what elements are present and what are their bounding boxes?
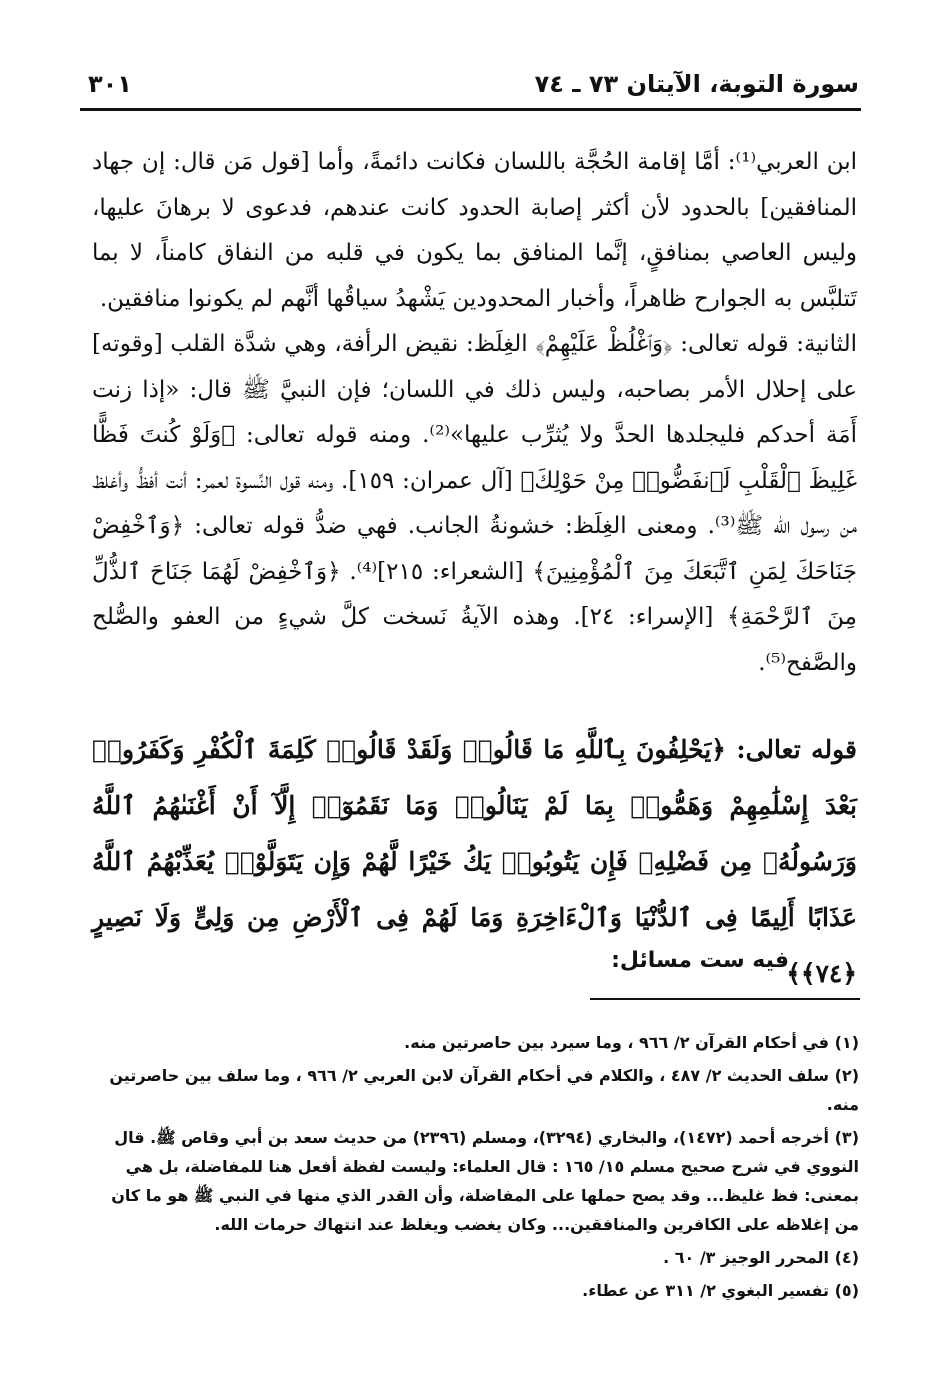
page-header — [88, 64, 859, 104]
paragraph-2: الثانية: قوله تعالى: ﴿وَٱغْلُظْ عَلَيْهِمْ﴾ الغِلَظ: نقيض الرأفة، وهي شدَّة القلب [وقوته] على إحلال الأمر بصاحبه، وليس ذلك في اللسان؛ فإن النبيَّ ﷺ قال: «إذا زنت أَمَة أحدكم فليجلدها الحدَّ ولا يُثرِّب عليها»⁽²⁾. ومنه قوله تعالى: ﴿وَلَوْ كُنتَ فَظًّا غَلِيظَ ٱلْقَلْبِ لَٱنفَضُّوا۟ مِنْ حَوْلِكَ﴾ [آل عمران: ١٥٩]. ومنه قول النِّسوة لعمر: أنت أفظُّ وأغلظ من رسول الله ﷺ⁽³⁾. ومعنى الغِلَظ: خشونةُ الجانب. فهي ضدُّ قوله تعالى: ﴿وَٱخْفِضْ جَنَاحَكَ لِمَنِ ٱتَّبَعَكَ مِنَ ٱلْمُؤْمِنِينَ﴾ [الشعراء: ٢١٥]⁽⁴⁾. ﴿وَٱخْفِضْ لَهُمَا جَنَاحَ ٱلذُّلِّ مِنَ ٱلرَّحْمَةِ﴾ [الإسراء: ٢٤]. وهذه الآيةُ نَسخت كلَّ شيءٍ من العفو والصُّلح والصَّفح⁽⁵⁾. — [92, 331, 858, 676]
paragraph-1: ابن العربي⁽¹⁾: أمَّا إقامة الحُجَّة باللسان فكانت دائمةً، وأما [قول مَن قال: إن جهاد المنافقين] بالحدود لأن أكثر إصابة الحدود كانت عندهم، فدعوى لا برهانَ عليها، وليس العاصي بمنافقٍ، إنَّما المنافق بما يكون في قلبه من النفاق كامناً، لا بما تَتلبَّس به الجوارح ظاهراً، وأخبار المحدودين يَشْهدُ سياقُها أنَّهم لم يكونوا منافقين. — [92, 149, 858, 312]
footnote-2: (٢) سلف الحديث ٢/ ٤٨٧ ، والكلام في أحكام القرآن لابن العربي ٢/ ٩٦٦ ، وما سلف بين حاصرتين منه. — [109, 1066, 859, 1114]
footnotes — [84, 1028, 859, 1309]
footnote-separator — [590, 998, 860, 1000]
verse-text: ﴿يَحْلِفُونَ بِٱللَّهِ مَا قَالُوا۟ وَلَقَدْ قَالُوا۟ كَلِمَةَ ٱلْكُفْرِ وَكَفَرُوا۟ بَعْدَ إِسْلَٰمِهِمْ وَهَمُّوا۟ بِمَا لَمْ يَنَالُوا۟ وَمَا نَقَمُوٓا۟ إِلَّآ أَنْ أَغْنَىٰهُمُ ٱللَّهُ وَرَسُولُهُۥ مِن فَضْلِهِۦ فَإِن يَتُوبُوا۟ يَكُ خَيْرًا لَّهُمْ وَإِن يَتَوَلَّوْا۟ يُعَذِّبْهُمُ ٱللَّهُ عَذَابًا أَلِيمًا فِى ٱلدُّنْيَا وَٱلْءَاخِرَةِ وَمَا لَهُمْ فِى ٱلْأَرْضِ مِن وَلِىٍّ وَلَا نَصِيرٍ ﴿٧٤﴾﴾ — [92, 735, 857, 988]
section-heading: فيه ست مسائل: — [611, 948, 789, 973]
commentary-text — [92, 140, 857, 686]
footnote-3: (٣) أخرجه أحمد (١٤٧٢)، والبخاري (٣٢٩٤)، ومسلم (٢٣٩٦) من حديث سعد بن أبي وقاص ﷺ. قال النووي في شرح صحيح مسلم ١٥/ ١٦٥ : قال العلماء: وليست لفظة أفعل هنا للمفاضلة، بل هي بمعنى: فظ غليظ... وقد يصح حملها على المفاضلة، وأن القدر الذي منها في النبي ﷺ هو ما كان من إغلاظه على الكافرين والمنافقين... وكان يغضب ويغلظ عند انتهاك حرمات الله. — [111, 1128, 859, 1234]
footnote-4: (٤) المحرر الوجيز ٣/ ٦٠ . — [663, 1248, 859, 1267]
page-number: ٣٠١ — [88, 70, 132, 98]
footnote-5: (٥) تفسير البغوي ٢/ ٣١١ عن عطاء. — [582, 1281, 859, 1300]
verse-lead: قوله تعالى: — [736, 735, 857, 764]
header-rule — [80, 108, 861, 111]
running-title: سورة التوبة، الآيتان ٧٣ ـ ٧٤ — [534, 70, 859, 98]
footnote-1: (١) في أحكام القرآن ٢/ ٩٦٦ ، وما سيرد بين حاصرتين منه. — [404, 1033, 859, 1052]
